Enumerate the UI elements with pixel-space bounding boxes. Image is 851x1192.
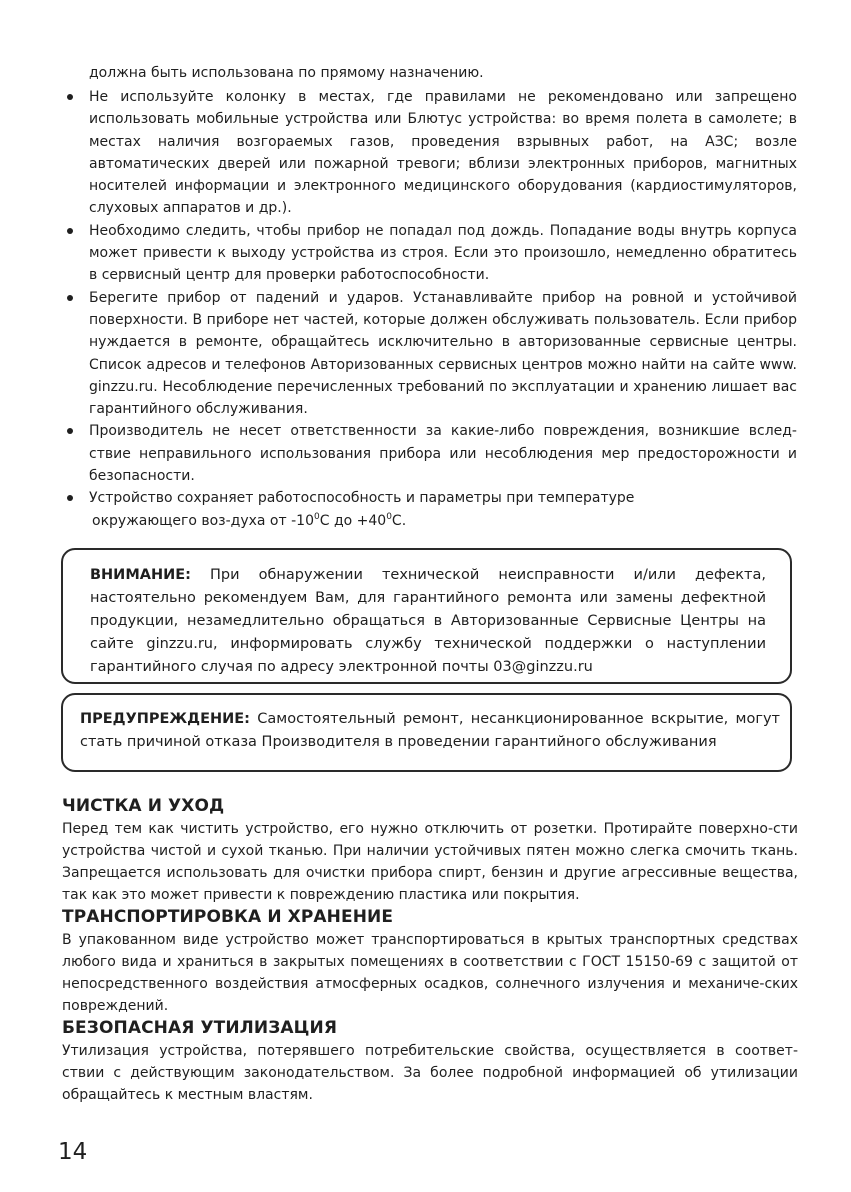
bullet-item [62, 287, 797, 421]
bullet-text: Не используйте колонку в местах, где правилами не рекомендовано или запрещено использовать мобильные устройства или Блютус устройства: во время полета в самолете; в местах наличия возгораемых газов, проведения взрывных работ, на АЗС; возле автоматических дверей или пожарной тревоги; вблизи электронных приборов, магнитных носителей информации и электронного медицинского оборудования (кардиостимуляторов, слуховых аппаратов и др.). [89, 89, 797, 217]
safety-bullet-list [62, 86, 797, 532]
bullet-dot-icon [67, 94, 73, 100]
section-title-care: ЧИСТКА И УХОД [62, 796, 225, 816]
warning-label: ПРЕДУПРЕЖДЕНИЕ: [80, 711, 250, 727]
bullet-dot-icon [67, 228, 73, 234]
bullet-text: Необходимо следить, чтобы прибор не попадал под дождь. Попадание воды внутрь корпуса может привести к выходу устройства из строя. Если это произошло, немедленно обратитесь в сервисный центр для проверки работоспособности. [89, 222, 797, 284]
temperature-line-1: Устройство сохраняет работоспособность и параметры при температуре [89, 490, 635, 507]
bullet-text: Производитель не несет ответственности за какие-либо повреждения, возникшие вслед-ствие неправильного использования прибора или несоблюдения мер предосторожности и безопасности. [89, 423, 797, 485]
attention-label: ВНИМАНИЕ: [90, 567, 191, 583]
section-transport [62, 905, 798, 1017]
section-text-care: Перед тем как чистить устройство, его нужно отключить от розетки. Протирайте поверхно-сти устройства чистой и сухой тканью. При наличии устойчивых пятен можно слегка смочить ткань. Запрещается использовать для очистки прибора спирт, бензин и другие агрессивные вещества, так как это может привести к повреждению пластика или покрытия. [62, 821, 798, 903]
bullet-dot-icon [67, 295, 73, 301]
section-text-transport: В упакованном виде устройство может транспортироваться в крытых транспортных средствах любого вида и храниться в закрытых помещениях в соответствии с ГОСТ 15150-69 с защитой от непосредственного воздействия атмосферных осадков, солнечного излучения и механиче-ских повреждений. [62, 932, 798, 1014]
page-number: 14 [58, 1139, 88, 1165]
bullet-dot-icon [67, 495, 73, 501]
attention-box [61, 548, 792, 684]
temperature-text-a: окружающего воз-духа от -10 [92, 512, 314, 529]
warning-box [61, 693, 792, 772]
continuation-text: должна быть использована по прямому назначению. [89, 65, 484, 81]
section-title-disposal: БЕЗОПАСНАЯ УТИЛИЗАЦИЯ [62, 1018, 338, 1038]
bullet-item [62, 86, 797, 220]
bullet-dot-icon [67, 428, 73, 434]
bullet-text: Берегите прибор от падений и ударов. Устанавливайте прибор на ровной и устойчивой поверхности. В приборе нет частей, которые должен обслуживать пользователь. Если прибор нуждается в ремонте, обращайтесь исключительно в авторизованные сервисные центры. Список адресов и телефонов Авторизованных сервисных центров можно найти на сайте www. ginzzu.ru. Несоблюдение перечисленных требований по эксплуатации и хранению лишает вас гарантийного обслуживания. [89, 289, 797, 418]
temperature-line-2 [89, 513, 406, 529]
warning-paragraph [80, 708, 780, 754]
section-text-disposal: Утилизация устройства, потерявшего потребительские свойства, осуществляется в соответ-ствии с действующим законодательством. За более подробной информацией об утилизации обращайтесь к местным властям. [62, 1043, 798, 1103]
bullet-item-temperature [62, 487, 797, 532]
degree-mark: 0 [386, 511, 392, 522]
degree-mark: 0 [313, 511, 320, 522]
section-disposal [62, 1016, 798, 1106]
bullet-item [62, 220, 797, 287]
attention-paragraph [90, 564, 766, 679]
bullet-item [62, 420, 797, 487]
section-care [62, 794, 798, 906]
section-title-transport: ТРАНСПОРТИРОВКА И ХРАНЕНИЕ [62, 907, 394, 927]
attention-text: При обнаружении технической неисправности и/или дефекта, настоятельно рекомендуем Вам, для гарантийного ремонта или замены дефектной продукции, незамедлительно обращаться в Авторизованные Сервисные Центры на сайте ginzzu.ru, информировать службу технической поддержки о наступлении гарантийного случая по адресу электронной почты 03@ginzzu.ru [90, 567, 766, 675]
warning-text: Самостоятельный ремонт, несанкционированное вскрытие, могут стать причиной отказа Производителя в проведении гарантийного обслуживания [80, 711, 780, 750]
temperature-text-b: С до +40 [319, 512, 387, 529]
temperature-text-c: С. [391, 512, 407, 529]
